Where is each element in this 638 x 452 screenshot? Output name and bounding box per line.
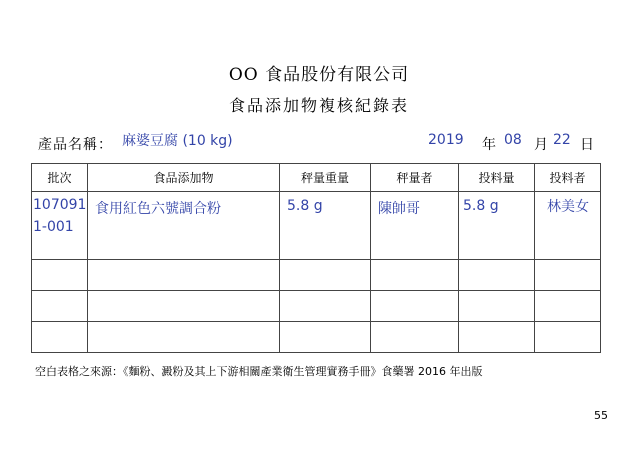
day-label: 日 — [580, 137, 594, 153]
cell-doser: 林美女 — [535, 191, 601, 259]
header-additive: 食品添加物 — [88, 164, 280, 192]
day-value: 22 — [553, 132, 571, 148]
product-name-value: 麻婆豆腐 (10 kg) — [122, 133, 233, 149]
cell-dose: 5.8 g — [459, 191, 535, 259]
source-note: 空白表格之來源：《麵粉、澱粉及其上下游相關產業衛生管理實務手冊》食藥署 2016 年出版 — [35, 365, 483, 378]
cell-weigher: 陳帥哥 — [371, 191, 459, 259]
form-title: 食品添加物複核紀錄表 — [228, 96, 409, 115]
table-row-empty — [32, 321, 601, 352]
header-weigher: 秤量者 — [371, 164, 459, 192]
additive-record-table — [31, 163, 601, 353]
year-label: 年 — [482, 137, 496, 153]
month-label: 月 — [534, 137, 548, 153]
page-number: 55 — [594, 409, 608, 422]
table-row-empty — [32, 259, 601, 290]
table-row — [32, 191, 601, 259]
header-doser: 投料者 — [535, 164, 601, 192]
header-weight: 秤量重量 — [280, 164, 371, 192]
company-name: OO 食品股份有限公司 — [228, 65, 410, 85]
cell-additive: 食用紅色六號調合粉 — [88, 191, 280, 259]
cell-batch: 1070911-001 — [32, 191, 88, 259]
table-header-row — [32, 164, 601, 192]
header-dose: 投料量 — [459, 164, 535, 192]
month-value: 08 — [504, 132, 522, 148]
cell-weight: 5.8 g — [280, 191, 371, 259]
year-value: 2019 — [428, 132, 464, 148]
product-name-label: 產品名稱： — [38, 137, 113, 153]
header-batch: 批次 — [32, 164, 88, 192]
table-row-empty — [32, 290, 601, 321]
